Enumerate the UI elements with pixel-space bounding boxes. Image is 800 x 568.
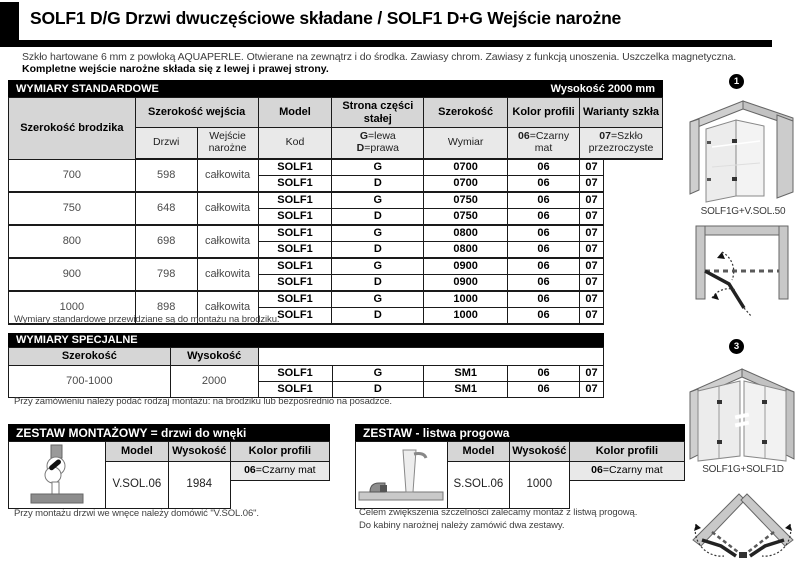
- col-header-kolor: Kolor profili: [230, 442, 329, 462]
- standard-table-titlebar: [8, 80, 663, 97]
- standard-table-title: WYMIARY STANDARDOWE: [16, 82, 159, 95]
- cell-spacer: [604, 192, 663, 209]
- cell-strona: G: [332, 192, 424, 209]
- cell-model: SOLF1: [258, 275, 332, 292]
- cell-kolor: 06: [508, 225, 580, 242]
- table-row: [9, 366, 604, 382]
- product-description: Szkło hartowane 6 mm z powłoką AQUAPERLE. Otwierane na zewnątrz i do środka. Zawiasy chrom. Zawiasy z funkcją unoszenia. Uszczelka magnetyczna.: [22, 51, 737, 63]
- cell-wejscie: całkowita: [197, 225, 258, 258]
- cell-model: V.SOL.06: [105, 462, 168, 509]
- table-header-row: [356, 442, 685, 462]
- threshold-illustration: [356, 442, 448, 509]
- table-row: [9, 291, 663, 308]
- cell-spacer: [604, 275, 663, 292]
- standard-table: [8, 97, 663, 325]
- cell-spacer: [604, 225, 663, 242]
- cell-wymiar: 0700: [424, 159, 508, 176]
- cell-kolor-legend: 06=Czarny mat: [230, 462, 329, 481]
- special-table-note: Przy zamówieniu należy podać rodzaj montażu: na brodziku lub bezpośrednio na posadzce.: [14, 396, 392, 407]
- cell-brodzik: 1000: [9, 291, 136, 324]
- cell-model: SOLF1: [258, 176, 332, 193]
- cell-brodzik: 900: [9, 258, 136, 291]
- table-row: [9, 159, 663, 176]
- cell-wejscie: całkowita: [197, 192, 258, 225]
- cell-model: SOLF1: [258, 258, 332, 275]
- page-title: SOLF1 D/G Drzwi dwuczęściowe składane / SOLF1 D+G Wejście narożne: [30, 8, 622, 28]
- threshold-kit-title: ZESTAW - listwa progowa: [363, 425, 510, 440]
- cell-szklo: 07: [580, 192, 604, 209]
- cell-kolor-legend: 06=Czarny mat: [569, 462, 684, 481]
- col-header-brodzik: Szerokość brodzika: [9, 98, 136, 160]
- cell-kolor: 06: [508, 275, 580, 292]
- badge-1-icon: 1: [729, 74, 744, 89]
- subheader-kod: Kod: [258, 128, 332, 160]
- cell-strona: G: [332, 291, 424, 308]
- standard-table-note: Wymiary standardowe przewidziane są do montażu na brodziku.: [14, 314, 280, 325]
- top-view-niche-icon: [692, 224, 792, 318]
- cell-strona: G: [332, 366, 424, 382]
- diagram-column: [686, 0, 800, 568]
- col-header-warianty: Warianty szkła: [580, 98, 663, 128]
- special-dimensions-table: [8, 333, 604, 398]
- cell-brodzik: 750: [9, 192, 136, 225]
- cell-szklo: 07: [580, 308, 604, 325]
- top-view-corner-icon: [688, 482, 798, 564]
- cell-strona: G: [332, 159, 424, 176]
- cell-wymiar: 0750: [424, 209, 508, 226]
- cell-spacer: [604, 291, 663, 308]
- table-row: [9, 225, 663, 242]
- cell-szklo: 07: [579, 382, 603, 398]
- threshold-icon: [356, 444, 446, 506]
- cell-kolor: 06: [508, 192, 580, 209]
- special-table-titlebar: [8, 333, 604, 347]
- cell-wymiar: 0900: [424, 275, 508, 292]
- cell-strona: D: [332, 382, 424, 398]
- subheader-wymiar: Wymiar: [424, 128, 508, 160]
- iso-diagram-niche-icon: [686, 92, 798, 204]
- standard-dimensions-table: [8, 80, 663, 325]
- cell-wysokosc: 1000: [509, 462, 569, 509]
- cell-strona: D: [332, 275, 424, 292]
- col-header-model: Model: [258, 98, 332, 128]
- cell-model: SOLF1: [258, 242, 332, 259]
- diagram-label-1: SOLF1G+V.SOL.50: [700, 206, 786, 217]
- cell-strona: D: [332, 209, 424, 226]
- cell-strona: G: [332, 225, 424, 242]
- col-header-strona: Strona części stałej: [332, 98, 424, 128]
- threshold-kit-note-2: Do kabiny narożnej należy zamówić dwa zestawy.: [359, 520, 565, 531]
- cell-kolor: 06: [508, 209, 580, 226]
- cell-kolor: 06: [508, 291, 580, 308]
- col-header-wysokosc: Wysokość: [168, 442, 230, 462]
- cell-model: S.SOL.06: [447, 462, 509, 509]
- col-header-model: Model: [447, 442, 509, 462]
- cell-spacer: [604, 209, 663, 226]
- cell-szklo: 07: [580, 291, 604, 308]
- cell-model: SOLF1: [258, 192, 332, 209]
- cell-wysokosc: 2000: [170, 366, 258, 398]
- cell-kolor: 06: [508, 176, 580, 193]
- col-header-kolor: Kolor profili: [569, 442, 684, 462]
- cell-wysokosc: 1984: [168, 462, 230, 509]
- cell-brodzik: 700: [9, 159, 136, 192]
- cell-drzwi: 598: [135, 159, 197, 192]
- cell-wymiar: 1000: [424, 291, 508, 308]
- special-table: [8, 347, 604, 398]
- cell-wymiar: SM1: [424, 366, 508, 382]
- badge-3-icon: 3: [729, 339, 744, 354]
- hinge-icon: [9, 444, 104, 506]
- cell-model: SOLF1: [258, 209, 332, 226]
- cell-wymiar: 1000: [424, 308, 508, 325]
- cell-wymiar: 0800: [424, 242, 508, 259]
- threshold-kit-grid: [355, 441, 685, 509]
- col-header-wysokosc: Wysokość: [170, 348, 258, 366]
- cell-spacer: [604, 176, 663, 193]
- cell-kolor: 06: [508, 242, 580, 259]
- subheader-narozne: Wejście narożne: [197, 128, 258, 160]
- special-table-title: WYMIARY SPECJALNE: [16, 334, 138, 346]
- subheader-warianty-legend: 07=Szkło przezroczyste: [580, 128, 663, 160]
- standard-table-height-label: Wysokość 2000 mm: [550, 82, 655, 95]
- cell-wejscie: całkowita: [197, 291, 258, 324]
- table-row: [9, 192, 663, 209]
- table-row: [9, 258, 663, 275]
- cell-strona: D: [332, 308, 424, 325]
- threshold-kit-note-1: Celem zwiększenia szczelności zalecamy montaż z listwą progową.: [359, 507, 638, 518]
- cell-model: SOLF1: [258, 291, 332, 308]
- cell-szklo: 07: [580, 242, 604, 259]
- cell-strona: D: [332, 242, 424, 259]
- cell-kolor: 06: [508, 258, 580, 275]
- cell-strona: G: [332, 258, 424, 275]
- cell-szklo: 07: [579, 366, 603, 382]
- col-header-szerokosc: Szerokość: [9, 348, 171, 366]
- mounting-kit-title: ZESTAW MONTAŻOWY = drzwi do wnęki: [16, 425, 247, 440]
- table-header-row: [9, 98, 663, 128]
- cell-wymiar: 0700: [424, 176, 508, 193]
- cell-strona: D: [332, 176, 424, 193]
- cell-drzwi: 648: [135, 192, 197, 225]
- threshold-kit-titlebar: [355, 424, 685, 441]
- cell-model: SOLF1: [258, 366, 332, 382]
- cell-model: SOLF1: [258, 382, 332, 398]
- page-corner-mark: [0, 2, 19, 40]
- cell-wymiar: SM1: [424, 382, 508, 398]
- cell-model: SOLF1: [258, 225, 332, 242]
- cell-szklo: 07: [580, 258, 604, 275]
- header-empty-cell: [258, 348, 603, 366]
- col-header-model: Model: [105, 442, 168, 462]
- cell-spacer: [569, 481, 684, 509]
- cell-brodzik: 800: [9, 225, 136, 258]
- cell-spacer: [604, 242, 663, 259]
- cell-szklo: 07: [580, 176, 604, 193]
- cell-szklo: 07: [580, 225, 604, 242]
- cell-wejscie: całkowita: [197, 258, 258, 291]
- subheader-strona-legend: G=lewa D=prawa: [332, 128, 424, 160]
- mounting-kit-table: [8, 424, 330, 509]
- cell-szklo: 07: [580, 209, 604, 226]
- mounting-kit-titlebar: [8, 424, 330, 441]
- cell-szklo: 07: [580, 159, 604, 176]
- iso-diagram-corner-icon: [686, 356, 798, 462]
- col-header-kolor: Kolor profili: [508, 98, 580, 128]
- cell-spacer: [230, 481, 329, 509]
- col-header-szerokosc: Szerokość: [424, 98, 508, 128]
- cell-kolor: 06: [508, 159, 580, 176]
- subheader-kolor-legend: 06=Czarny mat: [508, 128, 580, 160]
- table-header-row: [9, 442, 330, 462]
- subheader-drzwi: Drzwi: [135, 128, 197, 160]
- cell-drzwi: 898: [135, 291, 197, 324]
- cell-wejscie: całkowita: [197, 159, 258, 192]
- cell-szerokosc: 700-1000: [9, 366, 171, 398]
- cell-drzwi: 798: [135, 258, 197, 291]
- threshold-kit-table: [355, 424, 685, 509]
- cell-wymiar: 0800: [424, 225, 508, 242]
- cell-wymiar: 0750: [424, 192, 508, 209]
- cell-kolor: 06: [508, 308, 580, 325]
- product-description-bold: Kompletne wejście narożne składa się z lewej i prawej strony.: [22, 63, 329, 75]
- cell-szklo: 07: [580, 275, 604, 292]
- hinge-illustration: [9, 442, 106, 509]
- cell-kolor: 06: [508, 366, 580, 382]
- cell-drzwi: 698: [135, 225, 197, 258]
- col-header-wysokosc: Wysokość: [509, 442, 569, 462]
- cell-spacer: [604, 258, 663, 275]
- cell-spacer: [604, 159, 663, 176]
- col-header-wejscie: Szerokość wejścia: [135, 98, 258, 128]
- table-header-row: [9, 348, 604, 366]
- cell-kolor: 06: [508, 382, 580, 398]
- cell-wymiar: 0900: [424, 258, 508, 275]
- title-divider: [0, 40, 772, 47]
- mounting-kit-note: Przy montażu drzwi we wnęce należy domówić "V.SOL.06".: [14, 508, 259, 519]
- mounting-kit-grid: [8, 441, 330, 509]
- cell-model: SOLF1: [258, 308, 332, 325]
- diagram-label-2: SOLF1G+SOLF1D: [702, 464, 784, 475]
- cell-model: SOLF1: [258, 159, 332, 176]
- cell-spacer: [604, 308, 663, 325]
